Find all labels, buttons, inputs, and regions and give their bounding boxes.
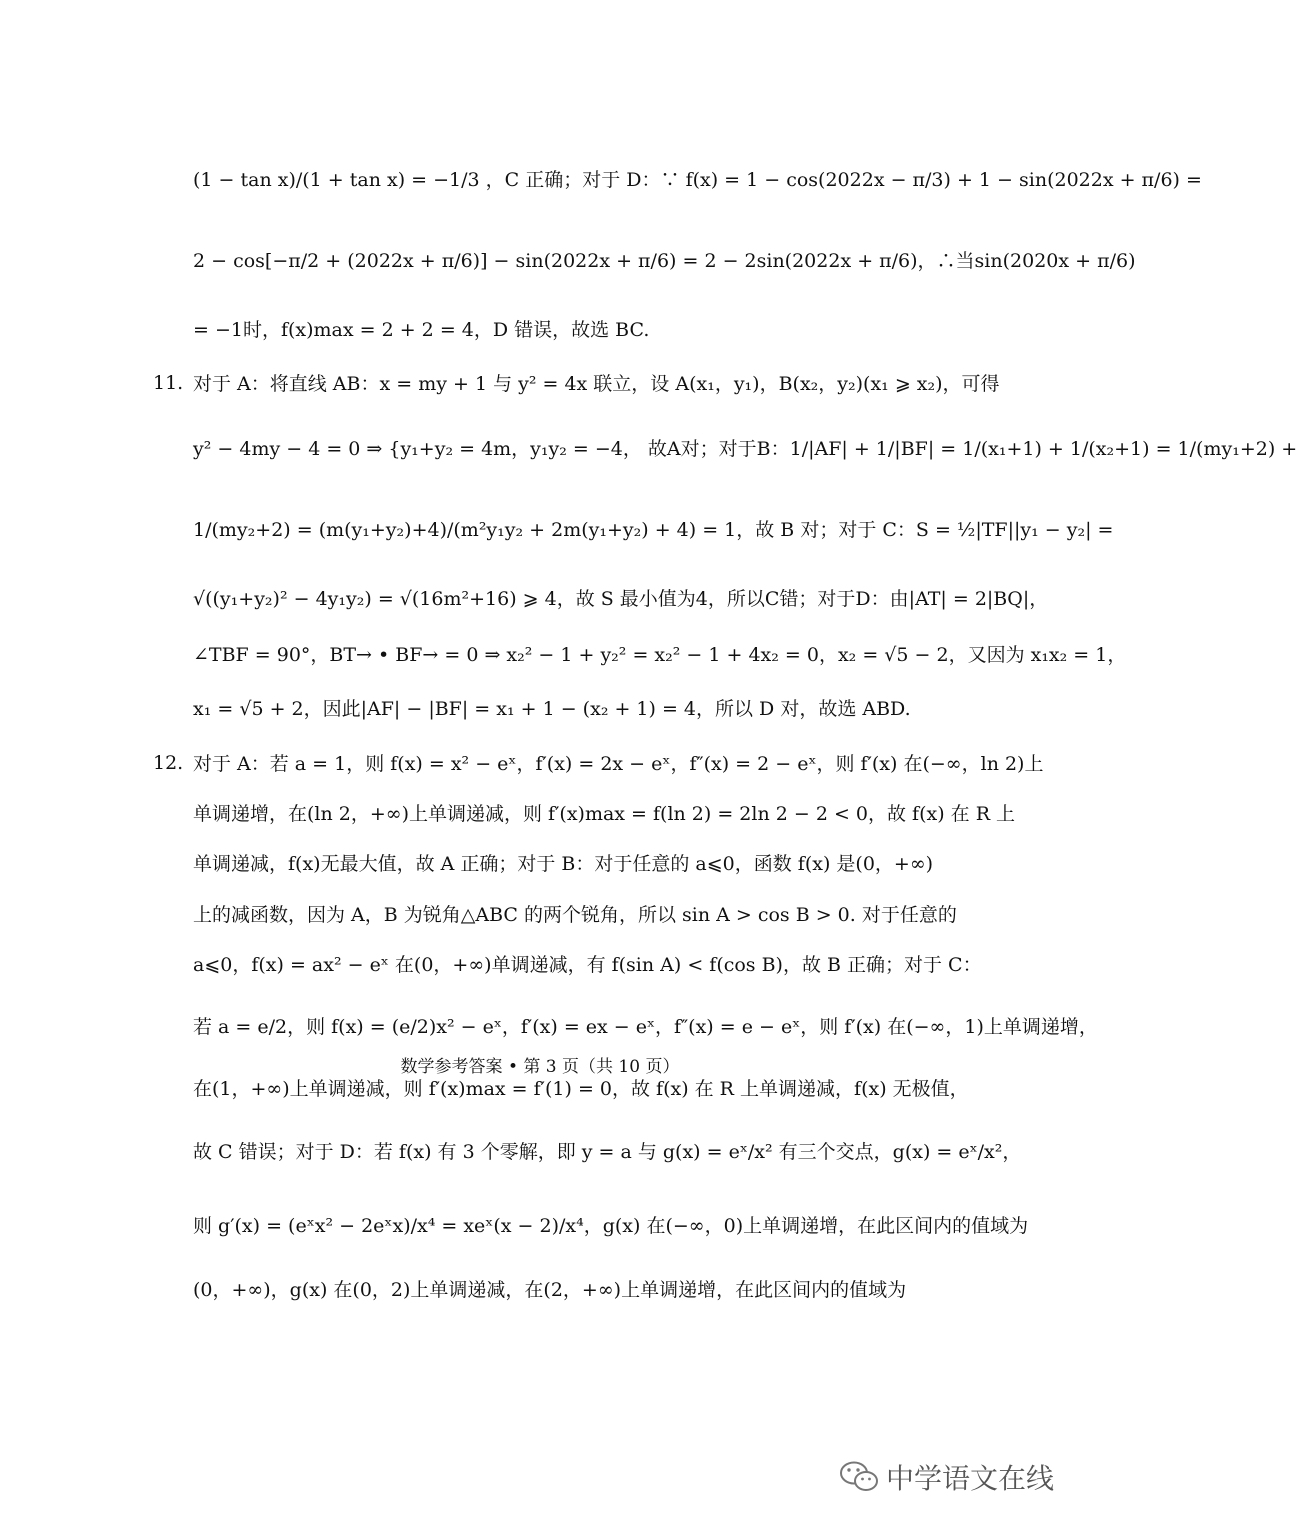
text-line-3: = −1时，f(x)max = 2 + 2 = 4，D 错误，故选 BC.	[193, 319, 650, 341]
watermark-text: 中学语文在线	[886, 1462, 1055, 1495]
text-line-5: y² − 4my − 4 = 0 ⇒ {y₁+y₂ = 4m，y₁y₂ = −4， 故A对；对于B：1/|AF| + 1/|BF| = 1/(x₁+1) + 1/(x₂+1) = 1/(my₁+2) +	[193, 438, 1297, 460]
text-line-6: 1/(my₂+2) = (m(y₁+y₂)+4)/(m²y₁y₂ + 2m(y₁+y₂) + 4) = 1，故 B 对；对于 C：S = ½|TF||y₁ − y₂| =	[193, 519, 1114, 541]
text-line-18: 则 g′(x) = (eˣx² − 2eˣx)/x⁴ = xeˣ(x − 2)/x⁴，g(x) 在(−∞，0)上单调递增，在此区间内的值域为	[193, 1215, 1029, 1237]
text-line-2: 2 − cos[−π/2 + (2022x + π/6)] − sin(2022x + π/6) = 2 − 2sin(2022x + π/6)，∴当sin(2020x + π/6)	[193, 250, 1136, 272]
text-line-8: ∠TBF = 90°，BT→ • BF→ = 0 ⇒ x₂² − 1 + y₂² = x₂² − 1 + 4x₂ = 0，x₂ = √5 − 2，又因为 x₁x₂ = 1，	[193, 644, 1127, 666]
text-line-4: 对于 A：将直线 AB：x = my + 1 与 y² = 4x 联立，设 A(x₁，y₁)，B(x₂，y₂)(x₁ ⩾ x₂)，可得	[193, 373, 1000, 395]
watermark	[838, 1455, 1054, 1499]
text-line-17: 故 C 错误；对于 D：若 f(x) 有 3 个零解，即 y = a 与 g(x) = eˣ/x² 有三个交点，g(x) = eˣ/x²，	[193, 1141, 1022, 1163]
text-line-10: 对于 A：若 a = 1，则 f(x) = x² − eˣ，f′(x) = 2x − eˣ，f″(x) = 2 − eˣ，则 f′(x) 在(−∞，ln 2)上	[193, 753, 1044, 775]
text-line-14: a⩽0，f(x) = ax² − eˣ 在(0，+∞)单调递减，有 f(sin A) < f(cos B)，故 B 正确；对于 C：	[193, 954, 982, 976]
text-line-13: 上的减函数，因为 A，B 为锐角△ABC 的两个锐角，所以 sin A > cos B > 0. 对于任意的	[193, 904, 957, 926]
text-line-12: 单调递减，f(x)无最大值，故 A 正确；对于 B：对于任意的 a⩽0，函数 f(x) 是(0，+∞)	[193, 853, 934, 875]
text-line-9: x₁ = √5 + 2，因此|AF| − |BF| = x₁ + 1 − (x₂ + 1) = 4，所以 D 对，故选 ABD.	[193, 698, 911, 720]
text-line-1: (1 − tan x)/(1 + tan x) = −1/3 ，C 正确；对于 D：∵ f(x) = 1 − cos(2022x − π/3) + 1 − sin(2022x + π/6) =	[193, 169, 1202, 191]
text-line-16: 在(1，+∞)上单调递减，则 f′(x)max = f′(1) = 0，故 f(x) 在 R 上单调递减，f(x) 无极值，	[193, 1078, 969, 1100]
text-line-7: √((y₁+y₂)² − 4y₁y₂) = √(16m²+16) ⩾ 4，故 S 最小值为4，所以C错；对于D：由|AT| = 2|BQ|，	[193, 588, 1049, 610]
text-line-19: (0，+∞)，g(x) 在(0，2)上单调递减，在(2，+∞)上单调递增，在此区间内的值域为	[193, 1279, 907, 1301]
wechat-icon	[838, 1459, 880, 1495]
problem-number-12: 12.	[153, 752, 184, 774]
text-line-11: 单调递增，在(ln 2，+∞)上单调递减，则 f′(x)max = f(ln 2) = 2ln 2 − 2 < 0，故 f(x) 在 R 上	[193, 803, 1016, 825]
page-footer: 数学参考答案 • 第 3 页（共 10 页）	[400, 1057, 680, 1077]
text-line-15: 若 a = e/2，则 f(x) = (e/2)x² − eˣ，f′(x) = ex − eˣ，f″(x) = e − eˣ，则 f′(x) 在(−∞，1)上单调递增，	[193, 1016, 1098, 1038]
problem-number-11: 11.	[153, 372, 184, 394]
